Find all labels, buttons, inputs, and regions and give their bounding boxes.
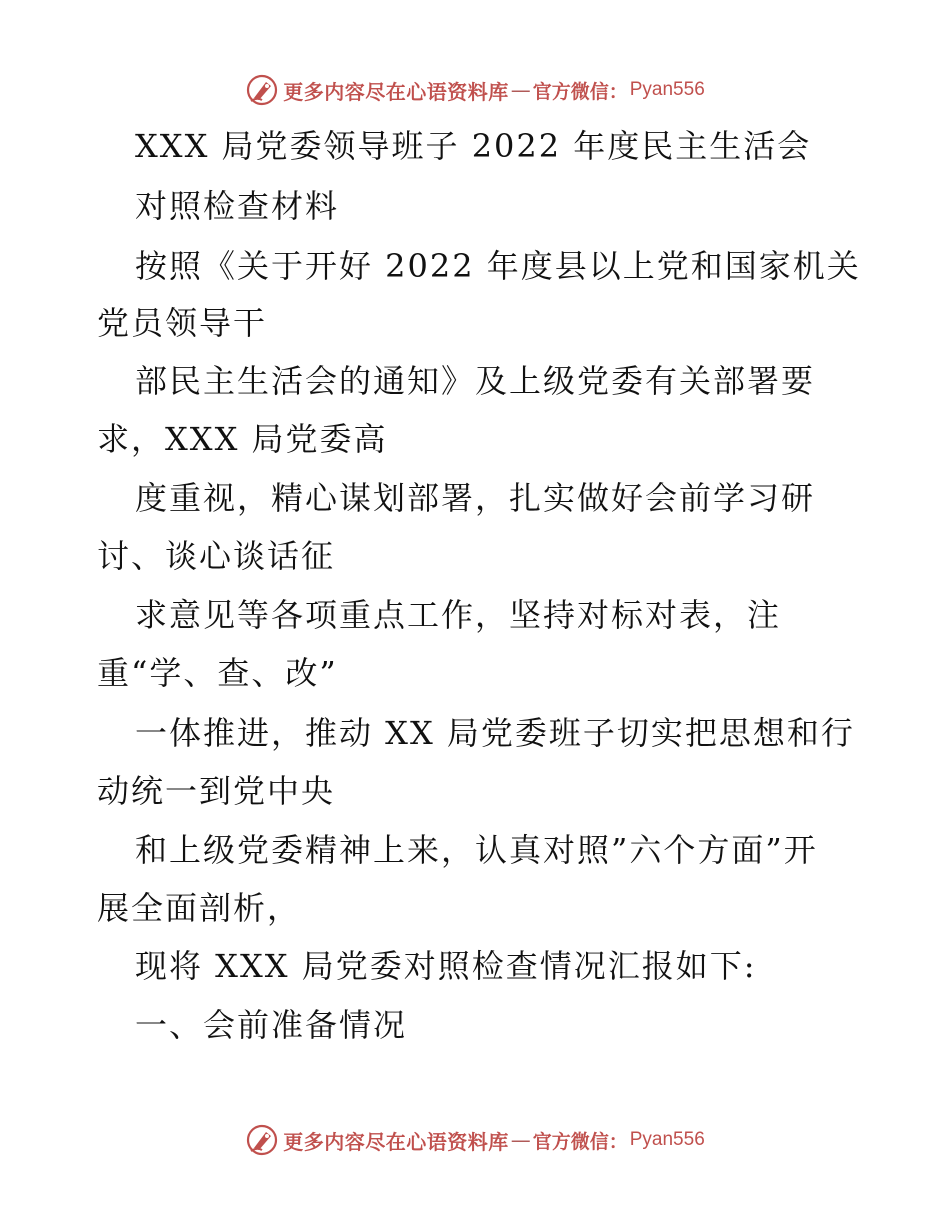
watermark-wechat-label: 官方微信： bbox=[532, 1130, 628, 1153]
body-line: 重“学、查、改” bbox=[97, 654, 338, 692]
watermark-banner-bottom bbox=[0, 1120, 950, 1160]
body-line: 一体推进，推动 XX 局党委班子切实把思想和行 bbox=[135, 714, 855, 752]
watermark-banner-top bbox=[0, 70, 950, 110]
body-line: 度重视，精心谋划部署，扎实做好会前学习研 bbox=[135, 479, 816, 517]
document-title-line-1: XXX 局党委领导班子 2022 年度民主生活会 bbox=[135, 127, 812, 165]
watermark-text: 更多内容尽在心语资料库 bbox=[283, 1129, 509, 1154]
body-line: 党员领导干 bbox=[97, 304, 268, 342]
pen-nib-icon bbox=[245, 1123, 279, 1157]
body-line: 现将 XXX 局党委对照检查情况汇报如下: bbox=[135, 947, 757, 985]
watermark-wechat-id: Pyan556 bbox=[629, 79, 705, 100]
watermark-wechat-label: 官方微信： bbox=[532, 80, 628, 103]
watermark-text: 更多内容尽在心语资料库 bbox=[283, 79, 509, 104]
watermark-dash: — bbox=[510, 1128, 531, 1152]
watermark-dash: — bbox=[510, 78, 531, 102]
body-line: 讨、谈心谈话征 bbox=[97, 537, 336, 575]
body-line: 按照《关于开好 2022 年度县以上党和国家机关 bbox=[135, 247, 861, 285]
document-title-line-2: 对照检查材料 bbox=[135, 187, 340, 225]
pen-nib-icon bbox=[245, 73, 279, 107]
watermark-wechat-id: Pyan556 bbox=[629, 1129, 705, 1150]
body-line: 部民主生活会的通知》及上级党委有关部署要 bbox=[135, 362, 816, 400]
body-line: 求意见等各项重点工作，坚持对标对表，注 bbox=[135, 596, 782, 634]
body-line: 和上级党委精神上来，认真对照”六个方面”开 bbox=[135, 831, 818, 869]
body-line: 展全面剖析， bbox=[97, 889, 302, 927]
section-heading: 一、会前准备情况 bbox=[135, 1006, 408, 1044]
body-line: 求，XXX 局党委高 bbox=[97, 420, 388, 458]
body-line: 动统一到党中央 bbox=[97, 772, 336, 810]
